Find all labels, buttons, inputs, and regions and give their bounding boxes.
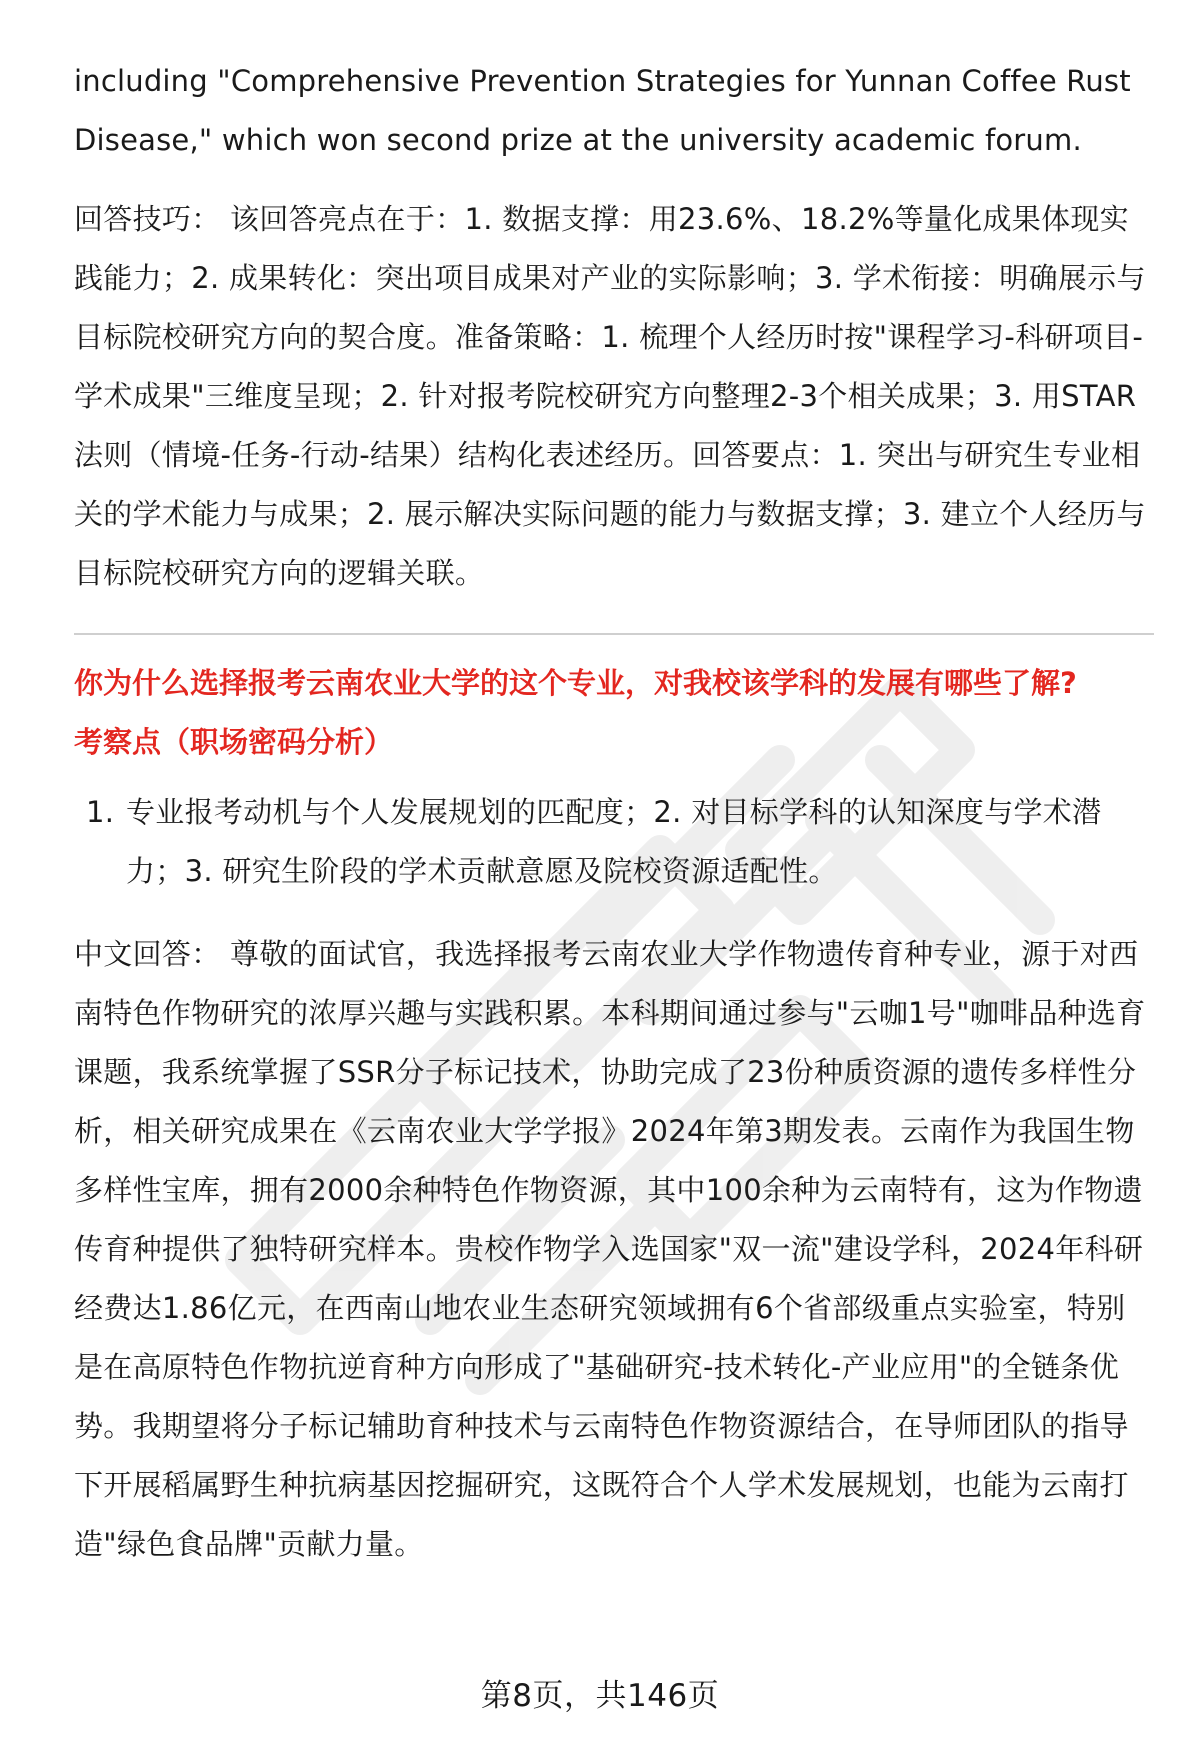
document-body [74, 52, 1154, 1574]
answer-tips-paragraph [74, 190, 1154, 603]
list-item-text: 专业报考动机与个人发展规划的匹配度；2. 对目标学科的认知深度与学术潜力；3. 研究生阶段的学术贡献意愿及院校资源适配性。 [126, 795, 1102, 888]
list-item-number: 1. [86, 795, 115, 829]
section-divider [74, 633, 1154, 635]
assessment-points-title: 考察点（职场密码分析） [74, 725, 394, 759]
answer-label: 中文回答： [74, 937, 221, 971]
answer-text: 尊敬的面试官，我选择报考云南农业大学作物遗传育种专业，源于对西南特色作物研究的浓厚兴趣与实践积累。本科期间通过参与"云咖1号"咖啡品种选育课题，我系统掌握了SSR分子标记技术，协助完成了23份种质资源的遗传多样性分析，相关研究成果在《云南农业大学学报》2024年第3期发表。云南作为我国生物多样性宝库，拥有2000余种特色作物资源，其中100余种为云南特有，这为作物遗传育种提供了独特研究样本。贵校作物学入选国家"双一流"建设学科，2024年科研经费达1.86亿元，在西南山地农业生态研究领域拥有6个省部级重点实验室，特别是在高原特色作物抗逆育种方向形成了"基础研究-技术转化-产业应用"的全链条优势。我期望将分子标记辅助育种技术与云南特色作物资源结合，在导师团队的指导下开展稻属野生种抗病基因挖掘研究，这既符合个人学术发展规划，也能为云南打造"绿色食品牌"贡献力量。 [74, 937, 1146, 1561]
intro-english-paragraph: including "Comprehensive Prevention Strategies for Yunnan Coffee Rust Disease," which won second prize at the university academic forum. [74, 64, 1131, 157]
tips-label: 回答技巧： [74, 202, 221, 236]
tips-text: 该回答亮点在于：1. 数据支撑：用23.6%、18.2%等量化成果体现实践能力；2. 成果转化：突出项目成果对产业的实际影响；3. 学术衔接：明确展示与目标院校研究方向的契合度。准备策略：1. 梳理个人经历时按"课程学习-科研项目-学术成果"三维度呈现；2. 针对报考院校研究方向整理2-3个相关成果；3. 用STAR法则（情境-任务-行动-结果）结构化表述经历。回答要点：1. 突出与研究生专业相关的学术能力与成果；2. 展示解决实际问题的能力与数据支撑；3. 建立个人经历与目标院校研究方向的逻辑关联。 [74, 202, 1146, 590]
chinese-answer-paragraph [74, 925, 1154, 1574]
list-item [74, 783, 1154, 901]
page-footer: 第8页，共146页 [480, 1678, 720, 1714]
assessment-points-list [74, 783, 1154, 901]
interview-question: 你为什么选择报考云南农业大学的这个专业，对我校该学科的发展有哪些了解? [74, 666, 1077, 700]
